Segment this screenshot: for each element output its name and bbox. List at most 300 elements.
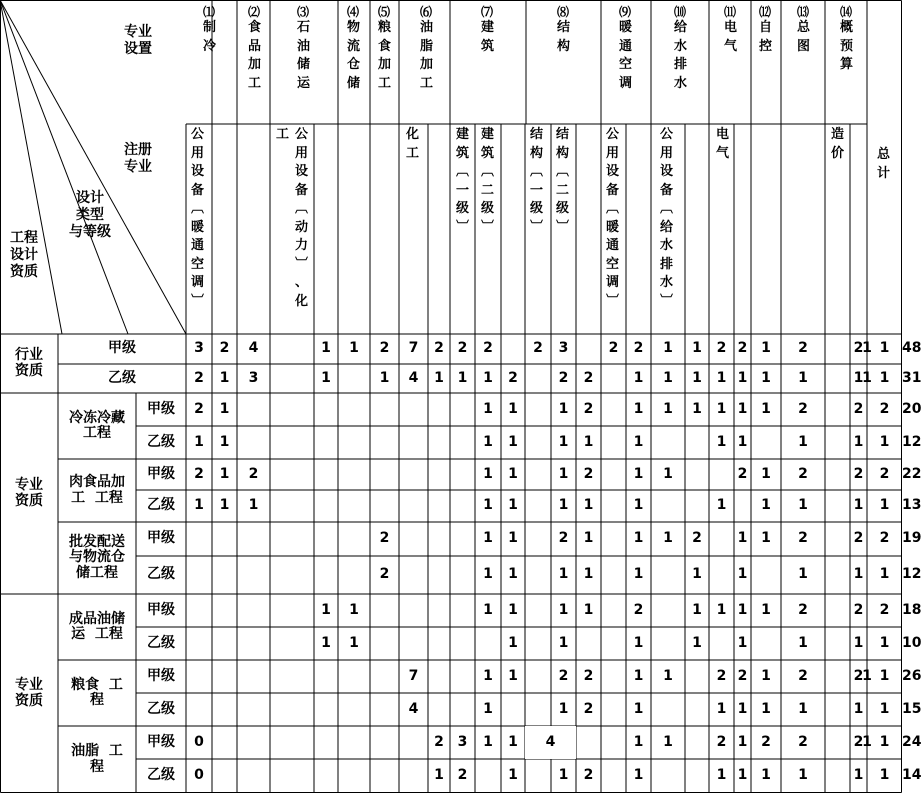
table-cell: 1 xyxy=(321,601,331,618)
table-cell: 2 xyxy=(853,667,864,684)
table-cell xyxy=(525,393,551,426)
table-cell xyxy=(270,627,314,660)
table-cell: 1 xyxy=(853,634,864,651)
table-cell xyxy=(237,556,270,594)
total-cell: 12 xyxy=(902,433,921,450)
table-cell: 1 xyxy=(219,400,230,417)
table-cell: 1 xyxy=(583,497,594,514)
table-cell: 1 xyxy=(737,601,748,618)
table-cell: 7 xyxy=(408,340,419,357)
table-cell xyxy=(270,364,314,393)
table-cell xyxy=(314,490,338,522)
table-cell xyxy=(370,426,399,459)
table-cell: 1 xyxy=(737,530,748,547)
table-cell: 1 xyxy=(737,433,748,450)
table-cell: 1 xyxy=(716,767,727,784)
category-title: 石 油 储 运 xyxy=(297,20,311,91)
table-cell: 1 xyxy=(716,700,727,717)
table-cell: 1 xyxy=(321,340,331,357)
table-cell xyxy=(475,759,501,793)
table-cell: 1 xyxy=(483,400,493,417)
table-cell xyxy=(237,627,270,660)
table-cell: 1 xyxy=(558,601,569,618)
table-cell xyxy=(428,594,450,627)
table-cell: 1 xyxy=(879,767,890,784)
table-cell: 1 xyxy=(761,767,771,784)
table-cell xyxy=(314,459,338,490)
grade-b-label: 乙级 xyxy=(147,767,175,784)
table-cell: 2 xyxy=(379,566,390,583)
category-number: ⒀ xyxy=(797,5,810,19)
table-cell xyxy=(825,522,850,556)
table-cell xyxy=(186,627,212,660)
total-cell: 10 xyxy=(902,634,921,651)
table-cell xyxy=(370,393,399,426)
table-cell xyxy=(270,693,314,726)
table-cell: 1 xyxy=(483,667,493,684)
table-cell xyxy=(212,726,237,759)
table-cell: 1 xyxy=(483,601,493,618)
table-cell: 2 xyxy=(853,733,864,750)
table-cell xyxy=(751,556,781,594)
total-cell: 12 xyxy=(902,566,921,583)
table-cell xyxy=(338,726,370,759)
table-cell: 1 xyxy=(853,767,864,784)
table-cell xyxy=(186,660,212,693)
table-cell: 1 xyxy=(633,733,644,750)
table-cell: 2 xyxy=(434,340,444,357)
table-cell: 1 xyxy=(761,465,771,482)
table-cell xyxy=(428,490,450,522)
table-cell xyxy=(399,490,428,522)
table-cell: 1 xyxy=(583,566,594,583)
table-cell: 1 xyxy=(379,369,390,386)
grade-b-label: 乙级 xyxy=(147,433,175,450)
table-cell xyxy=(525,426,551,459)
table-cell xyxy=(685,693,709,726)
table-cell xyxy=(601,594,626,627)
table-cell xyxy=(751,426,781,459)
table-cell: 1 xyxy=(219,369,230,386)
project-grain: 粮食 工 程 xyxy=(71,676,123,708)
table-cell xyxy=(651,426,685,459)
table-cell: 1 xyxy=(761,601,771,618)
table-cell: 7 xyxy=(408,667,419,684)
table-cell: 2 xyxy=(533,340,543,357)
total-cell: 14 xyxy=(902,767,921,784)
table-cell: 1 xyxy=(798,497,808,514)
table-cell xyxy=(338,556,370,594)
table-cell xyxy=(338,426,370,459)
table-cell: 1 xyxy=(716,497,727,514)
table-cell xyxy=(338,660,370,693)
table-cell xyxy=(270,522,314,556)
table-cell xyxy=(338,522,370,556)
registered-hvac-2: 公 用 设 备 ︹ 暖 通 空 调 ︺ xyxy=(606,127,620,309)
table-cell: 1 xyxy=(798,700,808,717)
table-cell xyxy=(186,693,212,726)
table-cell xyxy=(601,660,626,693)
project-oil-storage: 成品油储 运 工程 xyxy=(69,610,125,642)
registered-power-chem: 公 用 设 备 ︹ 动 力 ︺ 、 化 xyxy=(295,127,309,309)
grid-line xyxy=(0,0,186,334)
table-cell xyxy=(525,522,551,556)
table-cell xyxy=(525,693,551,726)
table-cell: 1 xyxy=(349,340,359,357)
table-cell xyxy=(601,490,626,522)
table-cell xyxy=(270,393,314,426)
table-cell xyxy=(314,759,338,793)
table-cell: 1 xyxy=(483,700,493,717)
table-cell: 1 xyxy=(853,700,864,717)
category-number: ⑻ xyxy=(557,5,570,19)
table-cell: 1 xyxy=(633,369,644,386)
table-cell xyxy=(428,426,450,459)
table-cell xyxy=(685,459,709,490)
table-cell: 1 xyxy=(508,667,518,684)
table-cell xyxy=(709,627,734,660)
table-cell xyxy=(601,459,626,490)
table-cell: 2 xyxy=(692,530,702,547)
total-cell: 19 xyxy=(902,530,921,547)
table-cell xyxy=(270,594,314,627)
table-cell: 1 xyxy=(434,369,444,386)
table-cell: 4 xyxy=(408,700,419,717)
table-cell: 2 xyxy=(457,767,468,784)
table-cell: 2 xyxy=(379,340,390,357)
table-cell xyxy=(237,522,270,556)
table-cell xyxy=(399,627,428,660)
table-cell: 1 xyxy=(879,667,890,684)
table-cell: 1 xyxy=(692,566,702,583)
total-cell: 15 xyxy=(902,700,921,717)
table-cell xyxy=(709,522,734,556)
table-cell: 1 xyxy=(349,601,359,618)
table-cell xyxy=(685,660,709,693)
category-title: 电 气 xyxy=(724,20,738,54)
table-cell: 2 xyxy=(248,465,259,482)
table-cell: 1 xyxy=(633,465,644,482)
table-cell: 2 xyxy=(219,340,230,357)
table-cell xyxy=(709,556,734,594)
table-cell xyxy=(685,426,709,459)
table-cell xyxy=(651,594,685,627)
table-cell: 1 xyxy=(633,634,644,651)
table-cell xyxy=(428,393,450,426)
table-cell: 2 xyxy=(798,667,808,684)
table-cell xyxy=(825,426,850,459)
table-cell xyxy=(399,759,428,793)
table-cell: 1 xyxy=(716,369,727,386)
registered-hvac: 公 用 设 备 ︹ 暖 通 空 调 ︺ xyxy=(191,127,205,309)
category-title: 结 构 xyxy=(557,20,571,54)
table-cell xyxy=(825,459,850,490)
table-cell xyxy=(450,556,475,594)
table-cell xyxy=(237,426,270,459)
table-cell xyxy=(751,627,781,660)
table-cell: 2 xyxy=(633,601,644,618)
industry-grade-a: 甲级 xyxy=(108,340,136,357)
grade-a-label: 甲级 xyxy=(147,733,175,750)
table-cell xyxy=(314,522,338,556)
table-cell: 1 xyxy=(583,433,594,450)
registered-power-chem-prefix: 工 xyxy=(276,127,290,142)
table-cell: 1 xyxy=(737,369,748,386)
table-cell: 1 xyxy=(716,400,727,417)
table-cell xyxy=(601,556,626,594)
merged-cell: 4 xyxy=(525,726,576,759)
table-cell xyxy=(314,393,338,426)
table-cell xyxy=(685,726,709,759)
table-cell: 2 xyxy=(583,667,594,684)
category-title: 自 控 xyxy=(759,20,773,54)
registered-professional-label: 注册 专业 xyxy=(124,142,152,175)
grade-a-label: 甲级 xyxy=(147,667,175,684)
table-cell: 1 xyxy=(194,433,204,450)
table-cell xyxy=(370,693,399,726)
table-cell: 2 xyxy=(608,340,619,357)
category-title: 暖 通 空 调 xyxy=(619,20,633,91)
table-cell: 2 xyxy=(483,340,493,357)
table-cell: 1 xyxy=(879,733,890,750)
table-cell xyxy=(270,426,314,459)
grade-b-label: 乙级 xyxy=(147,634,175,651)
table-cell: 1 xyxy=(798,566,808,583)
table-cell xyxy=(601,627,626,660)
table-cell xyxy=(576,726,601,759)
table-cell xyxy=(825,759,850,793)
table-cell: 3 xyxy=(558,340,569,357)
table-cell xyxy=(825,334,850,364)
table-cell xyxy=(370,627,399,660)
table-cell xyxy=(601,522,626,556)
table-cell: 1 xyxy=(583,530,594,547)
table-cell xyxy=(314,660,338,693)
category-number: ⑾ xyxy=(724,5,737,19)
table-cell: 3 xyxy=(457,733,468,750)
table-cell: 0 xyxy=(194,733,204,750)
category-number: ⑷ xyxy=(347,5,360,19)
table-cell: 1 xyxy=(483,530,493,547)
table-cell xyxy=(399,522,428,556)
table-cell: 1 xyxy=(457,369,468,386)
table-cell xyxy=(237,693,270,726)
table-cell: 1 xyxy=(853,369,864,386)
table-cell xyxy=(428,459,450,490)
table-cell: 1 xyxy=(879,566,890,583)
registered-arch-2: 建 筑 ︹ 二 级 ︺ xyxy=(481,127,495,235)
table-cell xyxy=(270,726,314,759)
table-cell: 2 xyxy=(194,400,204,417)
table-cell: 1 xyxy=(761,340,771,357)
table-cell: 1 xyxy=(879,497,890,514)
table-cell: 1 xyxy=(737,566,748,583)
table-cell: 1 xyxy=(483,733,493,750)
table-cell: 1 xyxy=(483,566,493,583)
table-cell xyxy=(825,364,850,393)
table-cell: 1 xyxy=(633,530,644,547)
table-cell xyxy=(314,426,338,459)
total-cell: 13 xyxy=(902,497,921,514)
table-cell: 1 xyxy=(761,400,771,417)
table-cell: 3 xyxy=(194,340,204,357)
grade-b-label: 乙级 xyxy=(147,566,175,583)
table-cell xyxy=(651,759,685,793)
table-cell: 2 xyxy=(716,667,727,684)
project-meat: 肉食品加 工 工程 xyxy=(69,474,125,506)
table-cell xyxy=(525,594,551,627)
table-cell: 4 xyxy=(408,369,419,386)
table-cell: 1 xyxy=(663,733,673,750)
industry-grade-b: 乙级 xyxy=(108,369,136,386)
table-cell: 1 xyxy=(508,497,518,514)
table-cell: 2 xyxy=(583,369,594,386)
category-number: ⑼ xyxy=(619,5,632,19)
table-cell: 1 xyxy=(853,497,864,514)
table-cell: 2 xyxy=(434,733,444,750)
table-cell xyxy=(601,426,626,459)
category-number: ⑴ xyxy=(203,5,216,19)
table-cell: 2 xyxy=(853,465,864,482)
table-cell: 1 xyxy=(508,530,518,547)
table-cell xyxy=(525,490,551,522)
table-cell: 1 xyxy=(633,767,644,784)
category-title: 食 品 加 工 xyxy=(248,20,262,91)
table-cell xyxy=(338,759,370,793)
table-cell xyxy=(338,364,370,393)
table-cell xyxy=(399,393,428,426)
table-cell: 2 xyxy=(583,465,594,482)
table-cell: 1 xyxy=(761,667,771,684)
project-cold-storage: 冷冻冷藏 工程 xyxy=(69,409,125,441)
table-cell: 2 xyxy=(716,733,727,750)
table-cell: 2 xyxy=(798,340,808,357)
table-cell xyxy=(399,556,428,594)
table-cell: 2 xyxy=(558,530,569,547)
table-cell: 2 xyxy=(798,530,808,547)
table-cell xyxy=(825,556,850,594)
table-cell: 1 xyxy=(737,634,748,651)
table-cell xyxy=(399,426,428,459)
grade-b-label: 乙级 xyxy=(147,700,175,717)
table-cell xyxy=(525,759,551,793)
table-cell: 1 xyxy=(663,400,673,417)
table-cell: 1 xyxy=(663,667,673,684)
table-cell xyxy=(501,693,525,726)
table-cell xyxy=(734,490,751,522)
table-cell xyxy=(601,693,626,726)
table-cell: 1 xyxy=(663,530,673,547)
table-cell: 1 xyxy=(853,566,864,583)
table-cell: 1 xyxy=(508,767,518,784)
table-cell xyxy=(525,556,551,594)
table-cell: 1 xyxy=(508,566,518,583)
table-cell xyxy=(338,693,370,726)
table-cell xyxy=(212,522,237,556)
table-cell xyxy=(270,334,314,364)
table-cell: 1 xyxy=(633,497,644,514)
table-cell: 1 xyxy=(798,433,808,450)
table-cell: 1 xyxy=(853,433,864,450)
table-cell: 2 xyxy=(583,700,594,717)
table-cell xyxy=(237,726,270,759)
table-cell: 1 xyxy=(716,433,727,450)
table-cell: 1 xyxy=(737,733,748,750)
table-cell xyxy=(450,693,475,726)
table-cell: 2 xyxy=(558,667,569,684)
table-cell: 2 xyxy=(853,340,864,357)
table-cell: 1 xyxy=(508,634,518,651)
table-cell xyxy=(651,693,685,726)
table-cell xyxy=(428,627,450,660)
table-cell: 1 xyxy=(248,497,259,514)
table-cell: 2 xyxy=(798,400,808,417)
table-cell: 1 xyxy=(879,634,890,651)
table-cell xyxy=(825,594,850,627)
table-cell: 2 xyxy=(194,465,204,482)
category-title: 粮 食 加 工 xyxy=(378,20,392,91)
total-cell: 24 xyxy=(902,733,921,750)
table-cell: 2 xyxy=(457,340,468,357)
qualification-label: 工程 设计 资质 xyxy=(10,230,38,280)
table-cell: 1 xyxy=(219,433,230,450)
registered-chem: 化 工 xyxy=(406,127,420,161)
category-number: ⒁ xyxy=(840,5,853,19)
table-cell xyxy=(428,556,450,594)
total-cell: 20 xyxy=(902,400,921,417)
table-cell: 1 xyxy=(692,369,702,386)
table-cell: 1 xyxy=(879,369,890,386)
table-cell xyxy=(212,594,237,627)
table-cell: 1 xyxy=(434,767,444,784)
registered-cost: 造 价 xyxy=(831,127,845,161)
table-cell xyxy=(186,556,212,594)
table-cell xyxy=(450,459,475,490)
table-cell xyxy=(338,490,370,522)
table-cell xyxy=(601,393,626,426)
table-cell: 1 xyxy=(633,400,644,417)
table-cell xyxy=(370,490,399,522)
table-cell xyxy=(825,393,850,426)
table-cell: 1 xyxy=(761,700,771,717)
table-cell xyxy=(501,334,525,364)
table-cell: 1 xyxy=(558,465,569,482)
table-cell xyxy=(370,759,399,793)
grid-line xyxy=(0,0,128,334)
table-cell: 1 xyxy=(692,601,702,618)
table-cell: 2 xyxy=(379,530,390,547)
table-cell xyxy=(399,459,428,490)
table-cell xyxy=(525,627,551,660)
table-cell xyxy=(450,522,475,556)
table-cell xyxy=(237,759,270,793)
table-cell: 2 xyxy=(633,340,644,357)
table-cell: 1 xyxy=(798,369,808,386)
table-cell: 1 xyxy=(219,497,230,514)
table-cell xyxy=(270,556,314,594)
table-cell: 2 xyxy=(798,465,808,482)
table-cell xyxy=(186,594,212,627)
category-title: 制 冷 xyxy=(203,20,217,54)
table-cell: 1 xyxy=(879,700,890,717)
project-oil-fat: 油脂 工 程 xyxy=(71,743,123,775)
table-cell: 1 xyxy=(583,601,594,618)
category-number: ⑽ xyxy=(674,5,687,19)
category-number: ⑿ xyxy=(759,5,772,19)
total-cell: 26 xyxy=(902,667,921,684)
table-cell xyxy=(651,627,685,660)
table-cell: 2 xyxy=(853,601,864,618)
